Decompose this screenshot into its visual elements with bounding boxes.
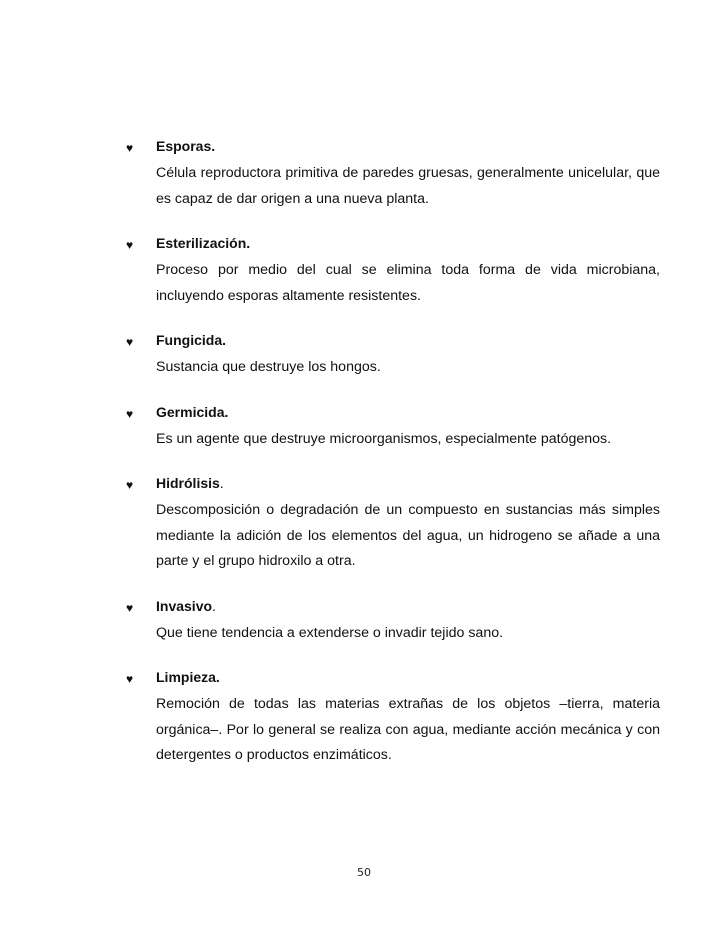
heart-bullet-icon: ♥ [126, 406, 134, 421]
glossary-term: Invasivo. [156, 597, 216, 614]
page-number: 50 [357, 866, 371, 879]
glossary-entry-germicida [126, 403, 660, 453]
glossary-entry-esporas [126, 137, 660, 212]
glossary-term: Germicida. [156, 403, 229, 420]
heart-bullet-icon: ♥ [126, 600, 134, 615]
heart-bullet-icon: ♥ [126, 238, 134, 252]
glossary-entry-invasivo [126, 597, 660, 647]
heart-bullet-icon: ♥ [126, 335, 134, 349]
glossary-definition: Descomposición o degradación de un compuesto en sustancias más simples mediante la adición de los elementos del agua, un hidrogeno se añade a una parte y el grupo hidroxilo a otra. [156, 502, 660, 569]
glossary-list [126, 137, 660, 791]
glossary-entry-hidrolisis [126, 474, 660, 575]
glossary-entry-limpieza [126, 668, 660, 769]
glossary-definition: Remoción de todas las materias extrañas de los objetos –tierra, materia orgánica–. Por lo general se realiza con agua, mediante acción mecánica y con detergentes o productos enzimáticos. [156, 696, 660, 763]
glossary-definition: Que tiene tendencia a extenderse o invadir tejido sano. [156, 624, 504, 641]
glossary-term: Hidrólisis. [156, 475, 224, 491]
glossary-term: Esterilización. [156, 235, 251, 251]
glossary-entry-esterilizacion [126, 234, 660, 309]
glossary-term: Esporas. [156, 138, 216, 154]
glossary-entry-fungicida [126, 331, 660, 381]
heart-bullet-icon: ♥ [126, 141, 134, 155]
glossary-definition: Célula reproductora primitiva de paredes gruesas, generalmente unicelular, que es capaz de dar origen a una nueva planta. [156, 165, 660, 207]
glossary-term: Fungicida. [156, 332, 226, 348]
glossary-term: Limpieza. [156, 669, 220, 685]
glossary-definition: Proceso por medio del cual se elimina toda forma de vida microbiana, incluyendo esporas altamente resistentes. [156, 262, 660, 304]
heart-bullet-icon: ♥ [126, 672, 134, 686]
glossary-definition: Es un agente que destruye microorganismos, especialmente patógenos. [156, 430, 612, 447]
glossary-definition: Sustancia que destruye los hongos. [156, 359, 381, 375]
heart-bullet-icon: ♥ [126, 478, 134, 492]
